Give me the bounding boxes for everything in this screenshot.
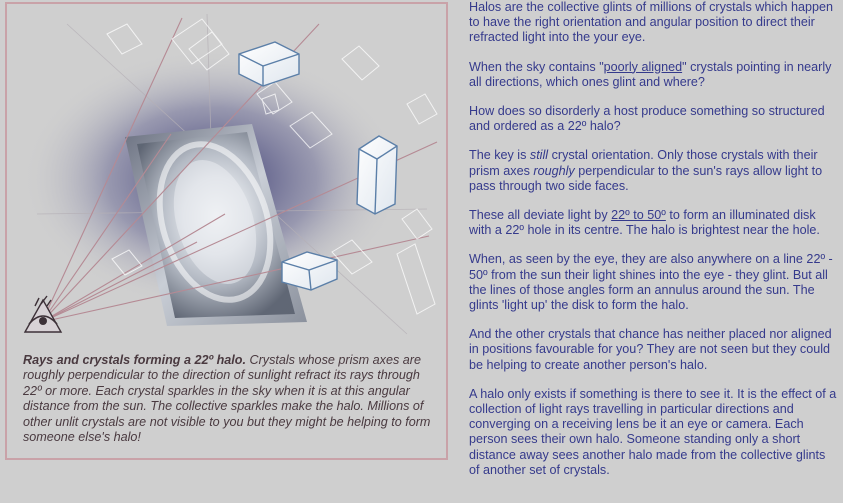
paragraph-4-middle: crystal orientation. Only those crystals with their prism axes: [469, 148, 818, 178]
paragraph-1: Halos are the collective glints of millions of crystals which happen to have the right orientation and angular position to direct their refracted light into the your eye.: [469, 0, 833, 45]
paragraph-3: How does so disorderly a host produce something so structured and ordered as a 22º halo?: [469, 104, 825, 134]
paragraph-5-end: to form an illuminated disk with a 22º hole in its centre. The halo is brightest near the hole.: [469, 208, 820, 238]
paragraph-5: [469, 208, 839, 238]
halo-illustration: [7, 4, 446, 349]
paragraph-7: And the other crystals that chance has neither placed nor aligned in positions favourable for you? They are not seen but they could be helping to create another person's halo.: [469, 327, 832, 372]
figure-panel: [5, 2, 448, 460]
paragraph-2-end: " crystals pointing in nearly all directions, which ones glint and where?: [469, 59, 832, 89]
lit-crystal-right: [357, 136, 397, 214]
caption-body: Crystals whose prism axes are roughly perpendicular to the direction of sunlight refract its rays through 22º or more. Each crystal sparkles in the sky when it is at this angular distance from the sun. The collective sparkles make the halo. Millions of other unlit crystals are not visible to you but they might be helping to form someone else's halo!: [23, 353, 431, 445]
paragraph-6: When, as seen by the eye, they are also anywhere on a line 22º - 50º from the sun their light shines into the eye - they glint. But all the lines of those angles form an annulus around the sun. The glints 'light up' the disk to form the halo.: [469, 252, 833, 313]
figure-caption: [23, 353, 433, 445]
paragraph-2-start: When the sky contains ": [469, 59, 604, 74]
paragraph-8: A halo only exists if something is there to see it. It is the effect of a collection of light rays travelling in particular directions and converging on a receiving lens be it an eye or camera. Each person sees their own halo. Someone standing only a short distance away sees another halo made from the collective glints of another set of crystals.: [469, 386, 837, 477]
paragraph-2: [469, 60, 839, 90]
caption-title: Rays and crystals forming a 22º halo.: [23, 353, 246, 367]
article-text: [469, 0, 839, 492]
paragraph-4-end: perpendicular to the sun's rays allow light to pass through two side faces.: [469, 163, 823, 193]
paragraph-4-start: The key is: [469, 148, 530, 163]
paragraph-4: [469, 148, 839, 194]
poorly-aligned-link[interactable]: poorly aligned: [603, 59, 683, 74]
paragraph-4-emphasis-still: still: [529, 148, 549, 163]
paragraph-4-emphasis-roughly: roughly: [533, 163, 575, 178]
deviation-angle-link[interactable]: 22º to 50º: [611, 208, 666, 223]
paragraph-5-start: These all deviate light by: [469, 208, 612, 223]
